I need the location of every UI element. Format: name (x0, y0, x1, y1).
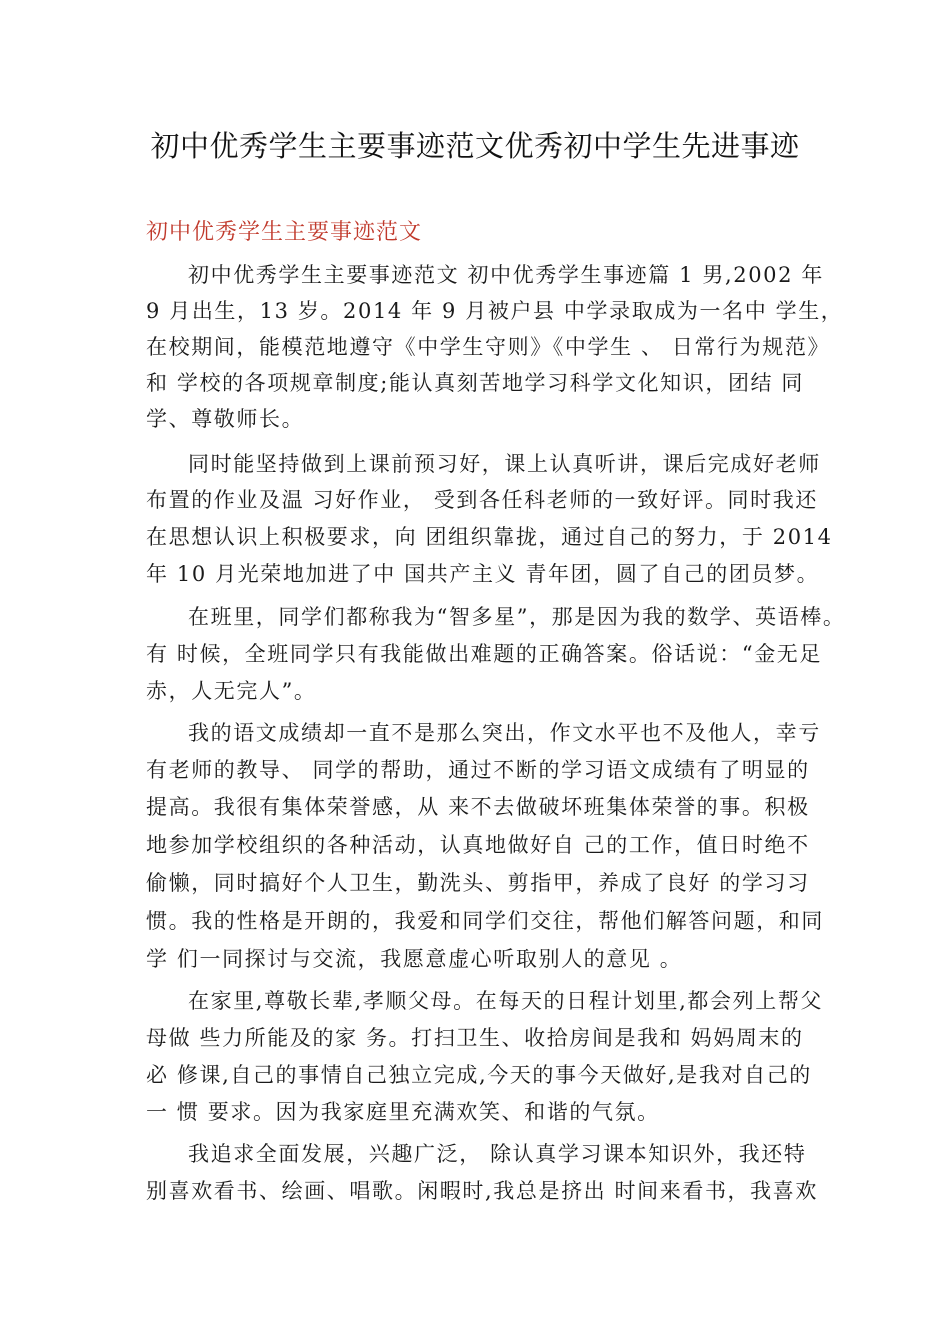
text-line: 在思想认识上积极要求，向 团组织靠拢，通过自己的努力，于 2014 (146, 525, 833, 549)
text-line: 年 10 月光荣地加进了中 国共产主义 青年团，圆了自己的团员梦。 (146, 562, 820, 586)
text-line: 母做 些力所能及的家 务。打扫卫生、收拾房间是我和 妈妈周末的 (146, 1026, 804, 1050)
text-line: 和 学校的各项规章制度;能认真刻苦地学习科学文化知识，团结 同 (146, 371, 805, 395)
text-line: 有 时候，全班同学只有我能做出难题的正确答案。俗话说：“金无足 (146, 642, 823, 666)
text-line: 在班里，同学们都称我为“智多星”，那是因为我的数学、英语棒。 (188, 605, 846, 629)
text-line: 9 月出生，13 岁。2014 年 9 月被户县 中学录取成为一名中 学生， (146, 299, 844, 323)
text-line: 学、尊敬师长。 (146, 407, 305, 431)
text-line: 同时能坚持做到上课前预习好，课上认真听讲，课后完成好老师 (188, 452, 821, 476)
text-line: 地参加学校组织的各种活动，认真地做好自 己的工作，值日时绝不 (146, 833, 810, 857)
text-line: 一 惯 要求。因为我家庭里充满欢笑、和谐的气氛。 (146, 1100, 660, 1124)
text-line: 布置的作业及温 习好作业， 受到各任科老师的一致好评。同时我还 (146, 488, 818, 512)
text-line: 提高。我很有集体荣誉感，从 来不去做破坏班集体荣誉的事。积极 (146, 795, 810, 819)
text-line: 赤，人无完人”。 (146, 679, 317, 703)
text-line: 有老师的教导、 同学的帮助，通过不断的学习语文成绩有了明显的 (146, 758, 810, 782)
text-line: 学 们一同探讨与交流，我愿意虚心听取别人的意见 。 (146, 947, 683, 971)
text-line: 别喜欢看书、绘画、唱歌。闲暇时,我总是挤出 时间来看书，我喜欢 (146, 1179, 818, 1203)
text-line: 初中优秀学生主要事迹范文 初中优秀学生事迹篇 1 男,2002 年 (188, 263, 824, 287)
text-line: 必 修课,自己的事情自己独立完成,今天的事今天做好,是我对自己的 (146, 1063, 812, 1087)
section-heading: 初中优秀学生主要事迹范文 (146, 220, 423, 245)
text-line: 惯。我的性格是开朗的，我爱和同学们交往，帮他们解答问题，和同 (146, 909, 824, 933)
text-line: 偷懒，同时搞好个人卫生，勤洗头、剪指甲，养成了良好 的学习习 (146, 871, 810, 895)
text-line: 在校期间，能模范地遵守《中学生守则》《中学生 、 日常行为规范》 (146, 335, 831, 359)
document-title: 初中优秀学生主要事迹范文优秀初中学生先进事迹 (150, 129, 800, 163)
text-line: 我的语文成绩却一直不是那么突出，作文水平也不及他人，幸亏 (188, 721, 821, 745)
text-line: 我追求全面发展，兴趣广泛， 除认真学习课本知识外，我还特 (188, 1142, 807, 1166)
text-line: 在家里,尊敬长辈,孝顺父母。在每天的日程计划里,都会列上帮父 (188, 989, 824, 1013)
